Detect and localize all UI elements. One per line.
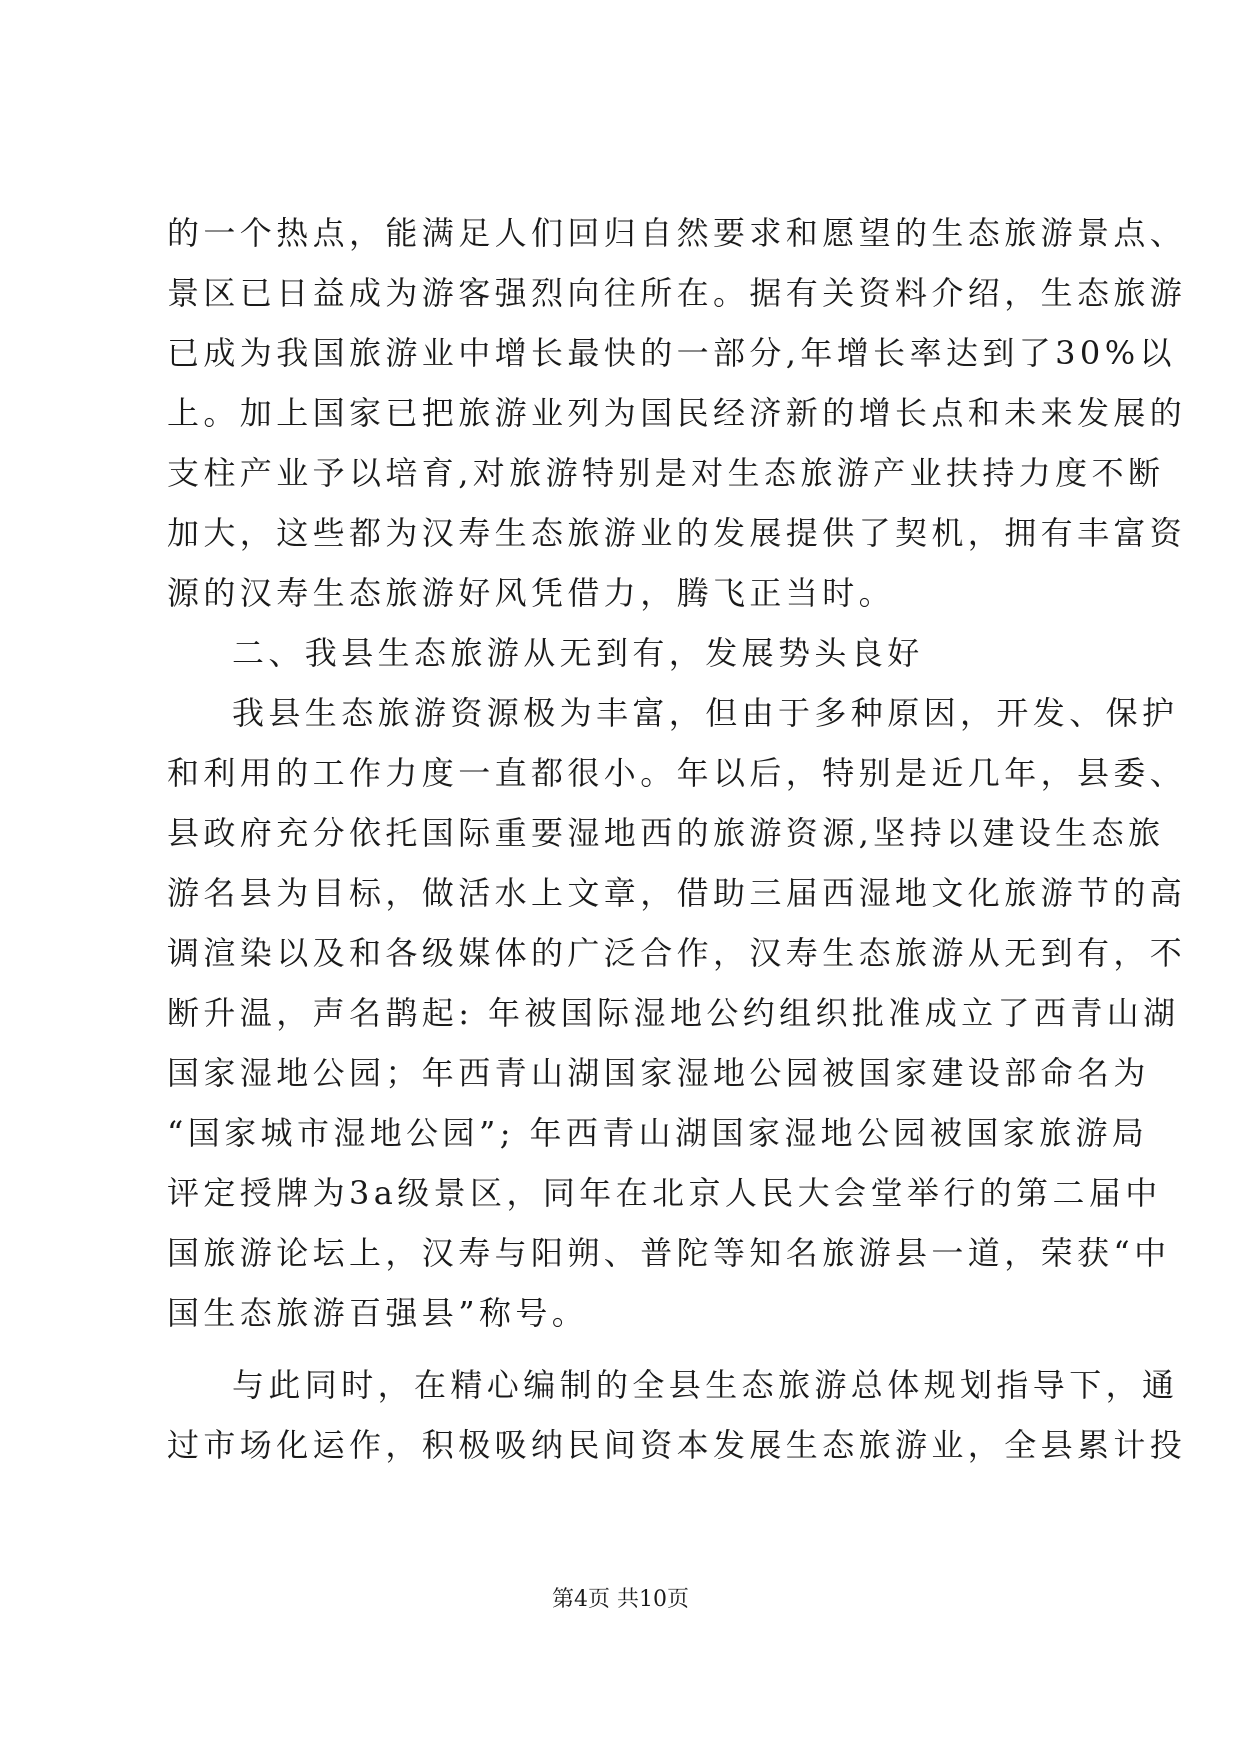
text-line: 支柱产业予以培育,对旅游特别是对生态旅游产业扶持力度不断 xyxy=(167,454,1165,492)
text-line: 国生态旅游百强县”称号。 xyxy=(167,1294,589,1332)
section-heading: 二、我县生态旅游从无到有，发展势头良好 xyxy=(232,634,924,672)
text-line: 上。加上国家已把旅游业列为国民经济新的增长点和未来发展的 xyxy=(167,394,1187,432)
text-line: 断升温，声名鹊起: 年被国际湿地公约组织批准成立了西青山湖 xyxy=(167,994,1180,1032)
text-line: 国旅游论坛上，汉寿与阳朔、普陀等知名旅游县一道，荣获“中 xyxy=(167,1234,1171,1272)
text-line: 源的汉寿生态旅游好风凭借力，腾飞正当时。 xyxy=(167,574,896,612)
paragraph-start: 我县生态旅游资源极为丰富，但由于多种原因，开发、保护 xyxy=(232,694,1179,732)
text-line: 已成为我国旅游业中增长最快的一部分,年增长率达到了30%以 xyxy=(167,334,1176,372)
text-line: 景区已日益成为游客强烈向往所在。据有关资料介绍，生态旅游 xyxy=(167,274,1187,312)
text-line: 县政府充分依托国际重要湿地西的旅游资源,坚持以建设生态旅 xyxy=(167,814,1165,852)
text-line: 调渲染以及和各级媒体的广泛合作，汉寿生态旅游从无到有，不 xyxy=(167,934,1187,972)
paragraph-start: 与此同时，在精心编制的全县生态旅游总体规划指导下，通 xyxy=(232,1366,1179,1404)
text-line: 和利用的工作力度一直都很小。年以后，特别是近几年，县委、 xyxy=(167,754,1187,792)
text-line: 游名县为目标，做活水上文章，借助三届西湿地文化旅游节的高 xyxy=(167,874,1187,912)
text-line: 的一个热点，能满足人们回归自然要求和愿望的生态旅游景点、 xyxy=(167,214,1187,252)
text-line: “国家城市湿地公园”; 年西青山湖国家湿地公园被国家旅游局 xyxy=(167,1114,1149,1152)
text-line: 过市场化运作，积极吸纳民间资本发展生态旅游业，全县累计投 xyxy=(167,1426,1187,1464)
text-line: 国家湿地公园；年西青山湖国家湿地公园被国家建设部命名为 xyxy=(167,1054,1150,1092)
page-footer: 第4页 共10页 xyxy=(552,1587,689,1612)
text-line: 加大，这些都为汉寿生态旅游业的发展提供了契机，拥有丰富资 xyxy=(167,514,1187,552)
text-line: 评定授牌为3a级景区，同年在北京人民大会堂举行的第二届中 xyxy=(167,1174,1162,1212)
